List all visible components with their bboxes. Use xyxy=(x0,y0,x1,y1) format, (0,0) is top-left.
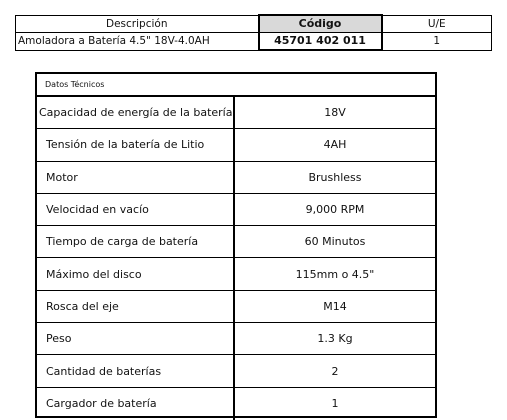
spec-label: Peso xyxy=(37,323,235,354)
spec-label: Cargador de batería xyxy=(37,388,235,420)
product-table-row xyxy=(16,33,492,51)
spec-label: Motor xyxy=(37,162,235,193)
product-unit: 1 xyxy=(382,33,492,51)
spec-label: Tensión de la batería de Litio xyxy=(37,129,235,160)
spec-value: 2 xyxy=(331,364,339,378)
description-header: Descripción xyxy=(16,15,259,33)
spec-label: Tiempo de carga de batería xyxy=(37,226,235,257)
product-table xyxy=(15,14,492,51)
spec-row xyxy=(37,162,435,194)
specs-title: Datos Técnicos xyxy=(37,74,435,97)
product-description: Amoladora a Batería 4.5" 18V-4.0AH xyxy=(16,33,259,51)
spec-label: Cantidad de baterías xyxy=(37,355,235,386)
spec-row xyxy=(37,388,435,420)
spec-value: M14 xyxy=(323,299,347,313)
spec-row xyxy=(37,226,435,258)
spec-label: Máximo del disco xyxy=(37,258,235,289)
spec-row xyxy=(37,355,435,387)
spec-row xyxy=(37,323,435,355)
spec-label: Capacidad de energía de la batería xyxy=(37,97,235,128)
spec-row xyxy=(37,129,435,161)
spec-row xyxy=(37,194,435,226)
spec-row xyxy=(37,291,435,323)
spec-rows xyxy=(37,97,435,420)
specs-table xyxy=(35,72,437,418)
unit-header: U/E xyxy=(382,15,492,33)
spec-row xyxy=(37,97,435,129)
spec-value: 1.3 Kg xyxy=(317,332,353,346)
spec-label: Rosca del eje xyxy=(37,291,235,322)
spec-value: 18V xyxy=(324,106,346,120)
spec-value: 9,000 RPM xyxy=(305,203,365,217)
spec-value: 60 Minutos xyxy=(304,235,366,249)
code-header: Código xyxy=(259,15,382,33)
spec-label: Velocidad en vacío xyxy=(37,194,235,225)
product-table-header-row xyxy=(16,15,492,33)
spec-value: 1 xyxy=(331,397,339,411)
spec-value: 4AH xyxy=(323,138,347,152)
spec-value: 115mm o 4.5" xyxy=(295,267,375,281)
spec-row xyxy=(37,258,435,290)
product-code: 45701 402 011 xyxy=(259,33,382,51)
spec-value: Brushless xyxy=(308,170,362,184)
